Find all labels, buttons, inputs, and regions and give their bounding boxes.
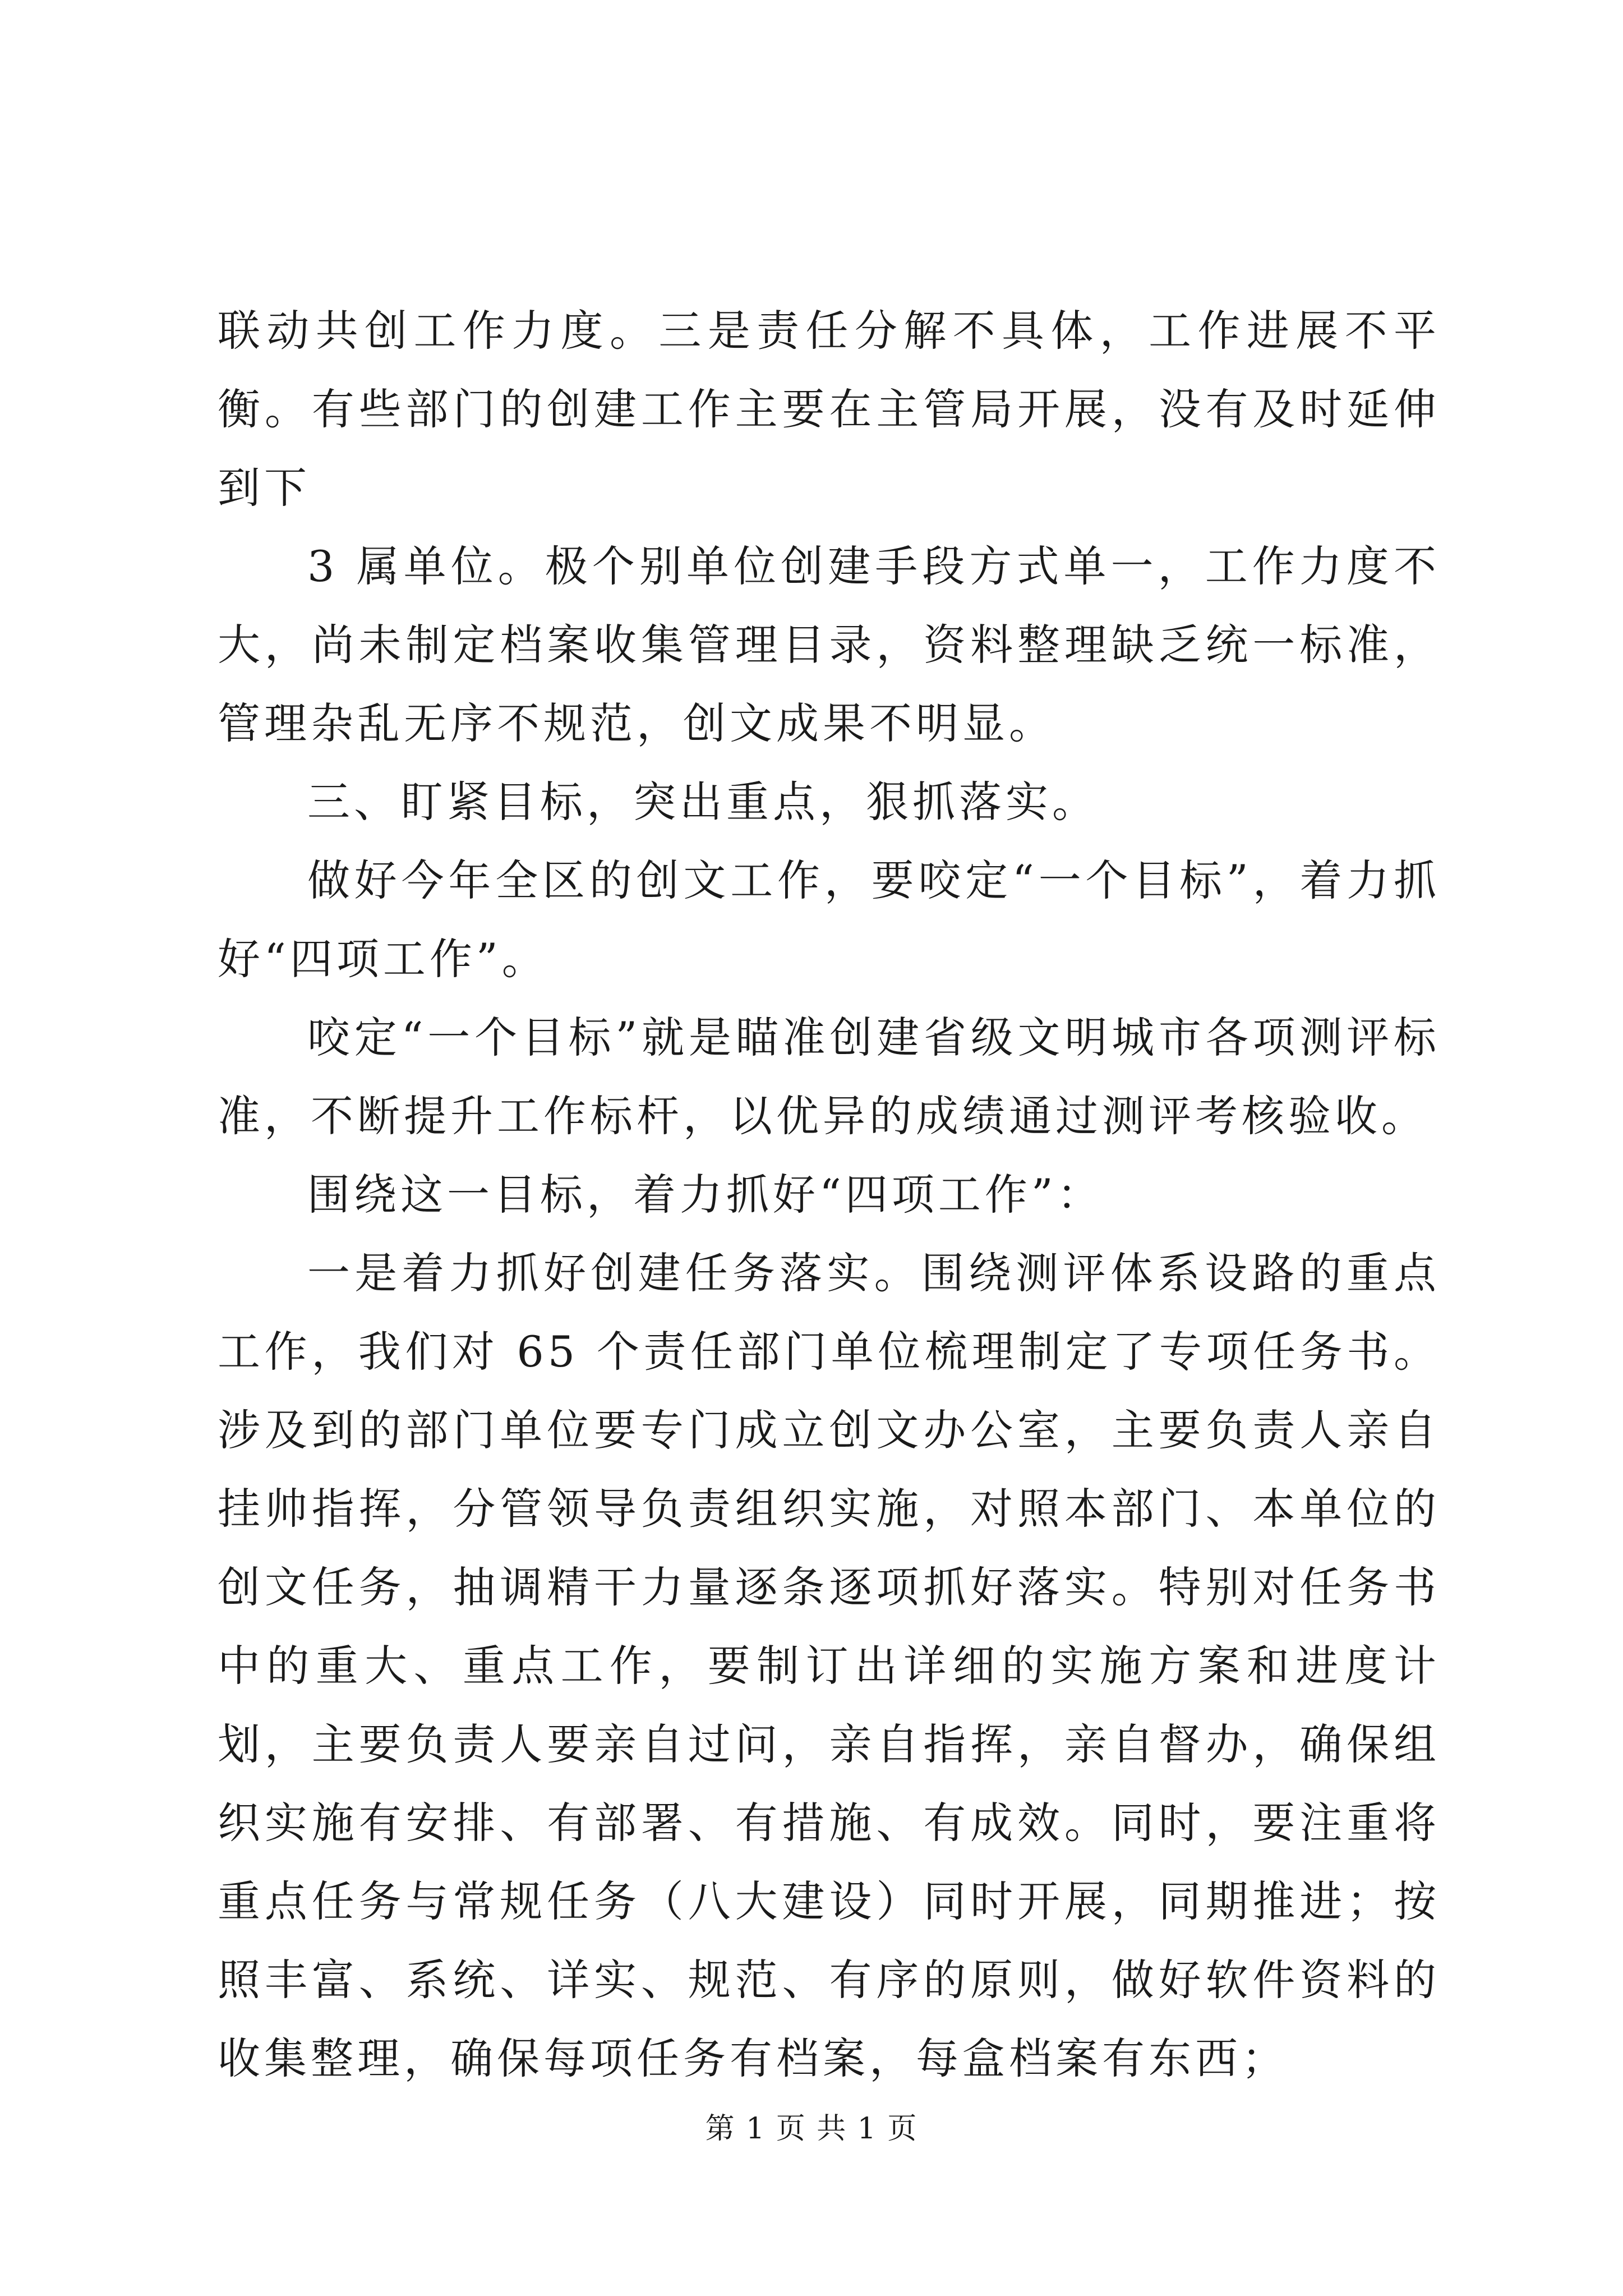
paragraph: 咬定“一个目标”就是瞄准创建省级文明城市各项测评标准，不断提升工作标杆，以优异的成绩通过测评考核验收。 bbox=[218, 1013, 1440, 1141]
paragraph: 3 属单位。极个别单位创建手段方式单一，工作力度不大，尚未制定档案收集管理目录，资料整理缺乏统一标准，管理杂乱无序不规范，创文成果不明显。 bbox=[218, 541, 1440, 748]
section-heading: 三、盯紧目标，突出重点，狠抓落实。 bbox=[307, 777, 1099, 827]
paragraph: 一是着力抓好创建任务落实。围绕测评体系设路的重点工作，我们对 65 个责任部门单位梳理制定了专项任务书。涉及到的部门单位要专门成立创文办公室，主要负责人亲自挂帅指挥，分管领导负责组织实施，对照本部门、本单位的创文任务，抽调精干力量逐条逐项抓好落实。特别对任务书中的重大、重点工作，要制订出详细的实施方案和进度计划，主要负责人要亲自过问，亲自指挥，亲自督办，确保组织实施有安排、有部署、有措施、有成效。同时，要注重将重点任务与常规任务（八大建设）同时开展，同期推进；按照丰富、系统、详实、规范、有序的原则，做好软件资料的收集整理，确保每项任务有档案，每盒档案有东西； bbox=[218, 1248, 1440, 2083]
document-body bbox=[218, 292, 1440, 2098]
paragraph: 联动共创工作力度。三是责任分解不具体，工作进展不平衡。有些部门的创建工作主要在主管局开展，没有及时延伸到下 bbox=[218, 306, 1440, 513]
paragraph: 做好今年全区的创文工作，要咬定“一个目标”，着力抓好“四项工作”。 bbox=[218, 855, 1440, 984]
page-footer: 第 1 页 共 1 页 bbox=[705, 2112, 918, 2146]
paragraph: 围绕这一目标，着力抓好“四项工作”： bbox=[307, 1170, 1104, 1220]
